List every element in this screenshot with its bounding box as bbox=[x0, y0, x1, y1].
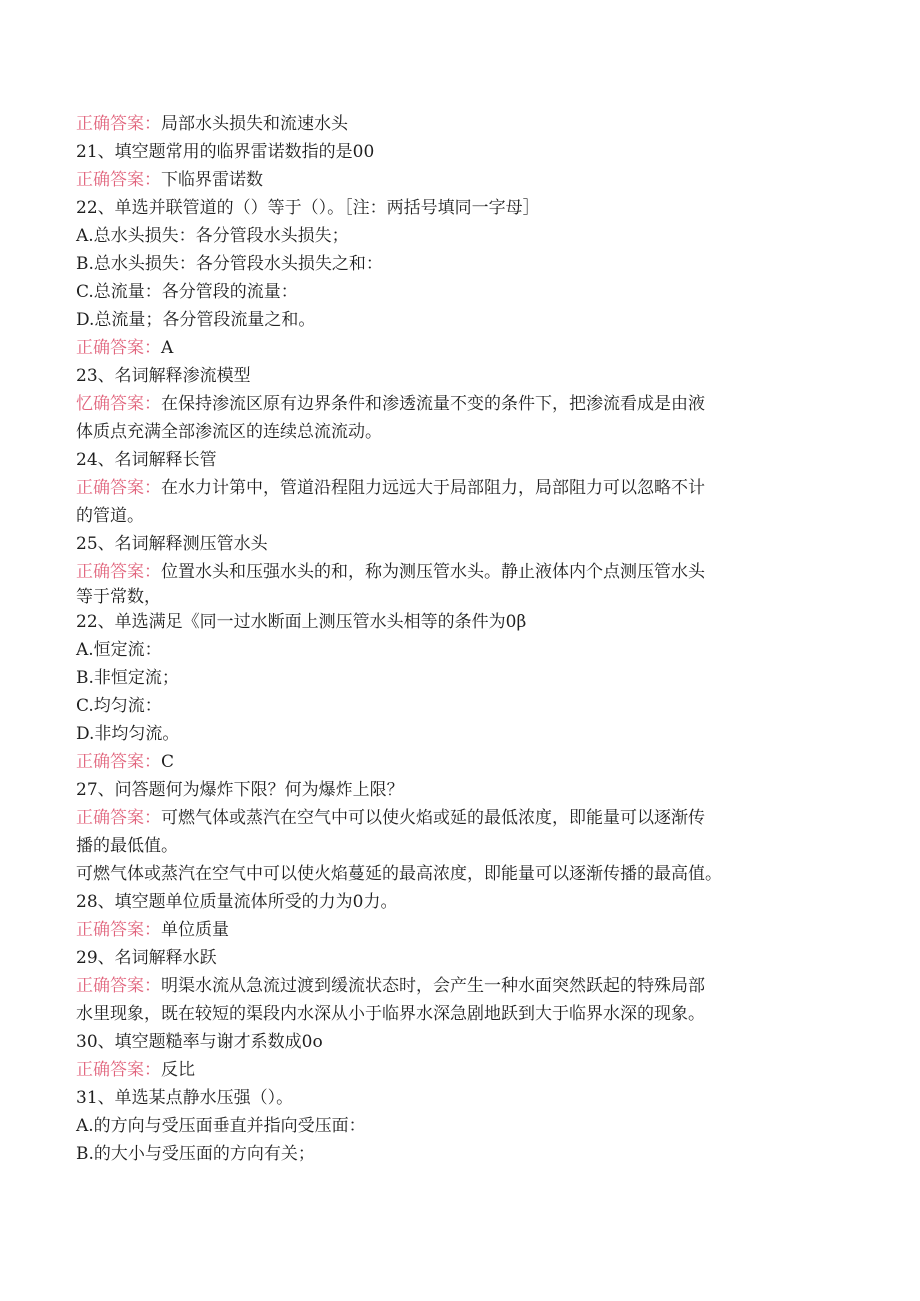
question-line bbox=[76, 776, 846, 804]
answer-label: 正确答案： bbox=[76, 1060, 161, 1080]
line-text: B.的大小与受压面的方向有关； bbox=[76, 1144, 315, 1164]
line-text: B.非恒定流； bbox=[76, 668, 179, 688]
answer-line bbox=[76, 748, 846, 776]
answer-line bbox=[76, 972, 846, 1000]
answer-text: 位置水头和压强水头的和，称为测压管水头。静止液体内个点测压管水头 bbox=[161, 562, 705, 582]
answer-line bbox=[76, 916, 846, 944]
question-list bbox=[76, 110, 846, 1168]
line-text: B.总水头损失：各分管段水头损失之和： bbox=[76, 254, 383, 274]
answer-text: 在水力计第中，管道沿程阻力远远大于局部阻力，局部阻力可以忽略不计 bbox=[161, 478, 705, 498]
answer-text: 局部水头损失和流速水头 bbox=[161, 114, 348, 134]
line-text: 23、名词解释渗流模型 bbox=[76, 366, 251, 386]
option-line bbox=[76, 1140, 846, 1168]
continuation-line bbox=[76, 860, 846, 888]
answer-label: 忆确答案： bbox=[76, 394, 161, 414]
line-text: 28、填空题单位质量流体所受的力为0力。 bbox=[76, 892, 398, 912]
line-text: D.非均匀流。 bbox=[76, 724, 180, 744]
line-text: 的管道。 bbox=[76, 506, 144, 526]
line-text: 体质点充满全部渗流区的连续总流流动。 bbox=[76, 422, 382, 442]
answer-label: 正确答案： bbox=[76, 338, 161, 358]
option-line bbox=[76, 278, 846, 306]
answer-label: 正确答案： bbox=[76, 808, 161, 828]
option-line bbox=[76, 720, 846, 748]
line-text: 21、填空题常用的临界雷诺数指的是00 bbox=[76, 142, 375, 162]
line-text: 30、填空题糙率与谢才系数成0o bbox=[76, 1032, 323, 1052]
continuation-line bbox=[76, 586, 846, 608]
answer-label: 正确答案： bbox=[76, 752, 161, 772]
line-text: A.总水头损失：各分管段水头损失； bbox=[76, 226, 349, 246]
answer-text: 可燃气体或蒸汽在空气中可以使火焰或延的最低浓度，即能量可以逐渐传 bbox=[161, 808, 705, 828]
line-text: 水里现象，既在较短的渠段内水深从小于临界水深急剧地跃到大于临界水深的现象。 bbox=[76, 1004, 705, 1024]
option-line bbox=[76, 1112, 846, 1140]
line-text: 31、单选某点静水压强（）。 bbox=[76, 1088, 294, 1108]
line-text: C.均匀流： bbox=[76, 696, 162, 716]
answer-line bbox=[76, 804, 846, 832]
question-line bbox=[76, 1084, 846, 1112]
answer-label: 正确答案： bbox=[76, 170, 161, 190]
answer-label: 正确答案： bbox=[76, 562, 161, 582]
answer-line bbox=[76, 558, 846, 586]
line-text: 22、单选并联管道的（）等于（）。［注：两括号填同一字母］ bbox=[76, 198, 540, 218]
answer-line bbox=[76, 474, 846, 502]
line-text: C.总流量：各分管段的流量： bbox=[76, 282, 298, 302]
line-text: 等于常数， bbox=[76, 587, 161, 607]
question-line bbox=[76, 888, 846, 916]
answer-label: 正确答案： bbox=[76, 976, 161, 996]
option-line bbox=[76, 250, 846, 278]
answer-label: 正确答案： bbox=[76, 114, 161, 134]
answer-text: 单位质量 bbox=[161, 920, 229, 940]
line-text: 播的最低值。 bbox=[76, 836, 178, 856]
line-text: 29、名词解释水跃 bbox=[76, 948, 217, 968]
line-text: 27、问答题何为爆炸下限？何为爆炸上限？ bbox=[76, 780, 404, 800]
option-line bbox=[76, 636, 846, 664]
answer-text: A bbox=[161, 338, 174, 358]
option-line bbox=[76, 692, 846, 720]
question-line bbox=[76, 944, 846, 972]
line-text: 25、名词解释测压管水头 bbox=[76, 534, 268, 554]
answer-line bbox=[76, 1056, 846, 1084]
answer-line bbox=[76, 110, 846, 138]
option-line bbox=[76, 664, 846, 692]
line-text: D.总流量；各分管段流量之和。 bbox=[76, 310, 316, 330]
answer-text: C bbox=[161, 752, 175, 772]
answer-text: 在保持渗流区原有边界条件和渗透流量不变的条件下，把渗流看成是由液 bbox=[161, 394, 705, 414]
continuation-line bbox=[76, 418, 846, 446]
question-line bbox=[76, 194, 846, 222]
answer-text: 反比 bbox=[161, 1060, 195, 1080]
continuation-line bbox=[76, 1000, 846, 1028]
line-text: A.恒定流： bbox=[76, 640, 162, 660]
question-line bbox=[76, 138, 846, 166]
question-line bbox=[76, 608, 846, 636]
question-line bbox=[76, 1028, 846, 1056]
answer-label: 正确答案： bbox=[76, 478, 161, 498]
line-text: 22、单选满足《同一过水断面上测压管水头相等的条件为0β bbox=[76, 612, 527, 632]
line-text: A.的方向与受压面垂直并指向受压面： bbox=[76, 1116, 366, 1136]
continuation-line bbox=[76, 502, 846, 530]
answer-label: 正确答案： bbox=[76, 920, 161, 940]
answer-line bbox=[76, 334, 846, 362]
line-text: 24、名词解释长管 bbox=[76, 450, 217, 470]
option-line bbox=[76, 306, 846, 334]
answer-line bbox=[76, 166, 846, 194]
line-text: 可燃气体或蒸汽在空气中可以使火焰蔓延的最高浓度，即能量可以逐渐传播的最高值。 bbox=[76, 864, 722, 884]
question-line bbox=[76, 446, 846, 474]
answer-text: 明渠水流从急流过渡到缓流状态时，会产生一种水面突然跃起的特殊局部 bbox=[161, 976, 705, 996]
answer-text: 下临界雷诺数 bbox=[161, 170, 263, 190]
question-line bbox=[76, 530, 846, 558]
answer-line bbox=[76, 390, 846, 418]
option-line bbox=[76, 222, 846, 250]
question-line bbox=[76, 362, 846, 390]
continuation-line bbox=[76, 832, 846, 860]
